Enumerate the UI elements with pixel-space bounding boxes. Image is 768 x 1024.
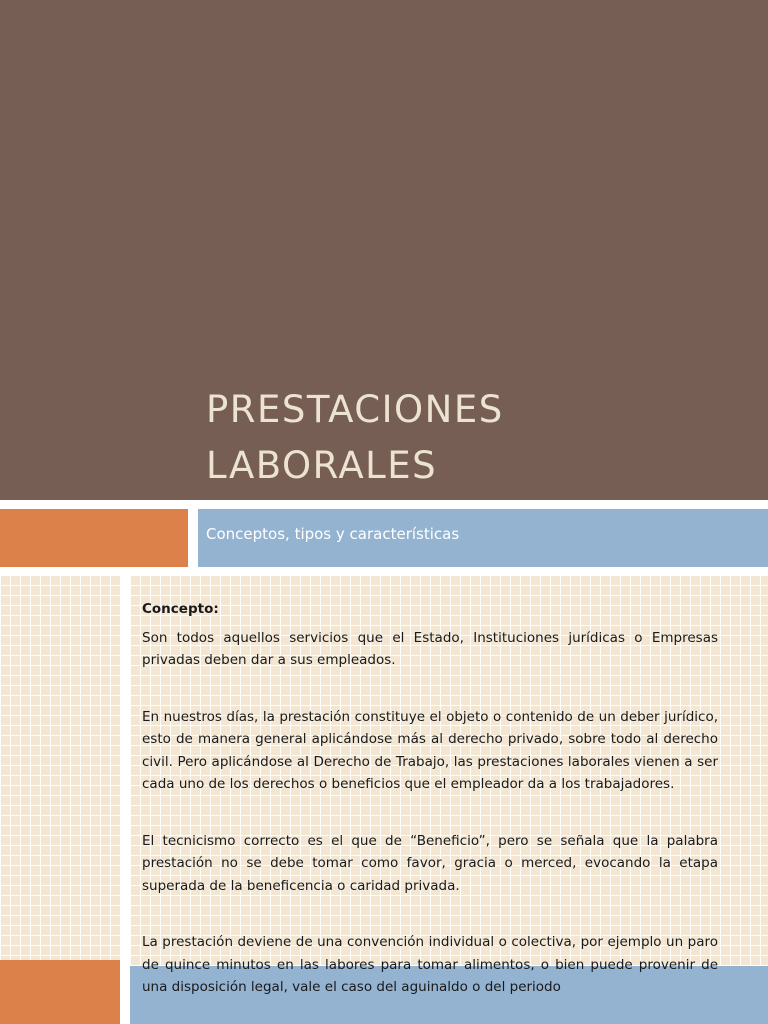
slide-subtitle: Conceptos, tipos y características — [206, 525, 460, 543]
subtitle-panel — [198, 509, 768, 567]
paragraph-4: La prestación deviene de una convención individual o colectiva, por ejemplo un paro de quince minutos en las labores para tomar alimentos, o bien puede provenir de una disposición legal, vale el caso del aguinaldo o del periodo — [142, 934, 718, 995]
concept-heading: Concepto: — [142, 601, 219, 617]
paragraph-2: En nuestros días, la prestación constituye el objeto o contenido de un deber jurídico, esto de manera general aplicándose más al derecho privado, sobre todo al derecho civil. Pero aplicándose al Derecho de Trabajo, las prestaciones laborales vienen a ser cada uno de los derechos o beneficios que el empleador da a los trabajadores. — [142, 708, 718, 792]
grid-left-panel — [0, 575, 120, 1024]
title-line-2: LABORALES — [206, 444, 438, 487]
paragraph-1: Son todos aquellos servicios que el Estado, Instituciones jurídicas o Empresas privadas deben dar a sus empleados. — [142, 629, 718, 668]
orange-bottom-block — [0, 960, 120, 1024]
paragraph-3: El tecnicismo correcto es el que de “Beneficio”, pero se señala que la palabra prestación no se debe tomar como favor, gracia o merced, evocando la etapa superada de la beneficencia o caridad privada. — [142, 832, 718, 894]
slide-content — [142, 598, 718, 1024]
orange-accent-block — [0, 509, 188, 567]
title-line-1: PRESTACIONES — [206, 388, 504, 431]
title-panel — [0, 0, 768, 500]
slide-title — [206, 382, 504, 494]
